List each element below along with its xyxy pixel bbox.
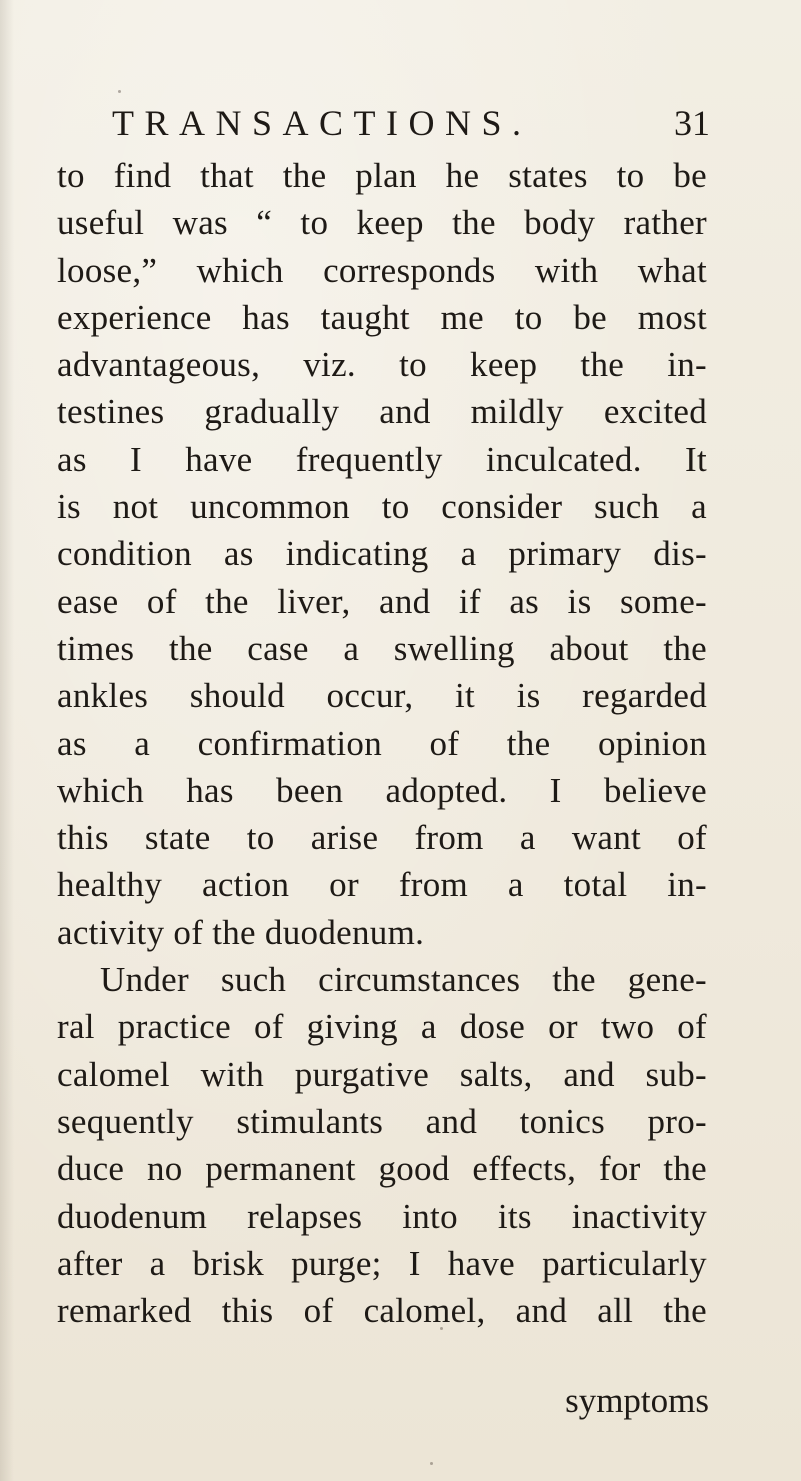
text-line: as I have frequently inculcated. It (57, 439, 707, 479)
running-header (112, 98, 710, 148)
text-line: sequently stimulants and tonics pro- (57, 1101, 707, 1141)
catchword: symptoms (565, 1381, 709, 1420)
text-line: advantageous, viz. to keep the in- (57, 345, 707, 385)
text-line: to find that the plan he states to be (57, 156, 707, 195)
text-line: ankles should occur, it is regarded (57, 676, 707, 716)
running-title: TRANSACTIONS. (112, 103, 532, 143)
text-line: times the case a swelling about the (57, 628, 707, 668)
page-number: 31 (674, 103, 710, 143)
text-line: duce no permanent good effects, for the (57, 1149, 707, 1189)
spine-shadow (0, 0, 14, 1481)
body-text (57, 152, 707, 1334)
paragraph-end-line: activity of the duodenum. (57, 912, 425, 952)
text-line: which has been adopted. I believe (57, 770, 707, 810)
text-line: duodenum relapses into its inactivity (57, 1196, 707, 1236)
text-line: experience has taught me to be most (57, 297, 707, 337)
text-line: testines gradually and mildly excited (57, 392, 707, 432)
text-line: calomel with purgative salts, and sub- (57, 1054, 707, 1094)
text-line: remarked this of calomel, and all the (57, 1291, 707, 1331)
text-line: is not uncommon to consider such a (57, 487, 707, 527)
text-line: as a confirmation of the opinion (57, 723, 707, 763)
text-line: after a brisk purge; I have particularly (57, 1243, 707, 1283)
text-line: this state to arise from a want of (57, 818, 707, 858)
print-speck (430, 1462, 433, 1465)
text-line: ease of the liver, and if as is some- (57, 581, 707, 621)
text-line: ral practice of giving a dose or two of (57, 1007, 707, 1047)
text-line: useful was “ to keep the body rather (57, 203, 707, 243)
text-line: healthy action or from a total in- (57, 865, 707, 905)
text-line: condition as indicating a primary dis- (57, 534, 707, 574)
text-line: loose,” which corresponds with what (57, 250, 707, 290)
print-speck (118, 90, 121, 93)
paragraph-start-line: Under such circumstances the gene- (100, 960, 707, 1000)
